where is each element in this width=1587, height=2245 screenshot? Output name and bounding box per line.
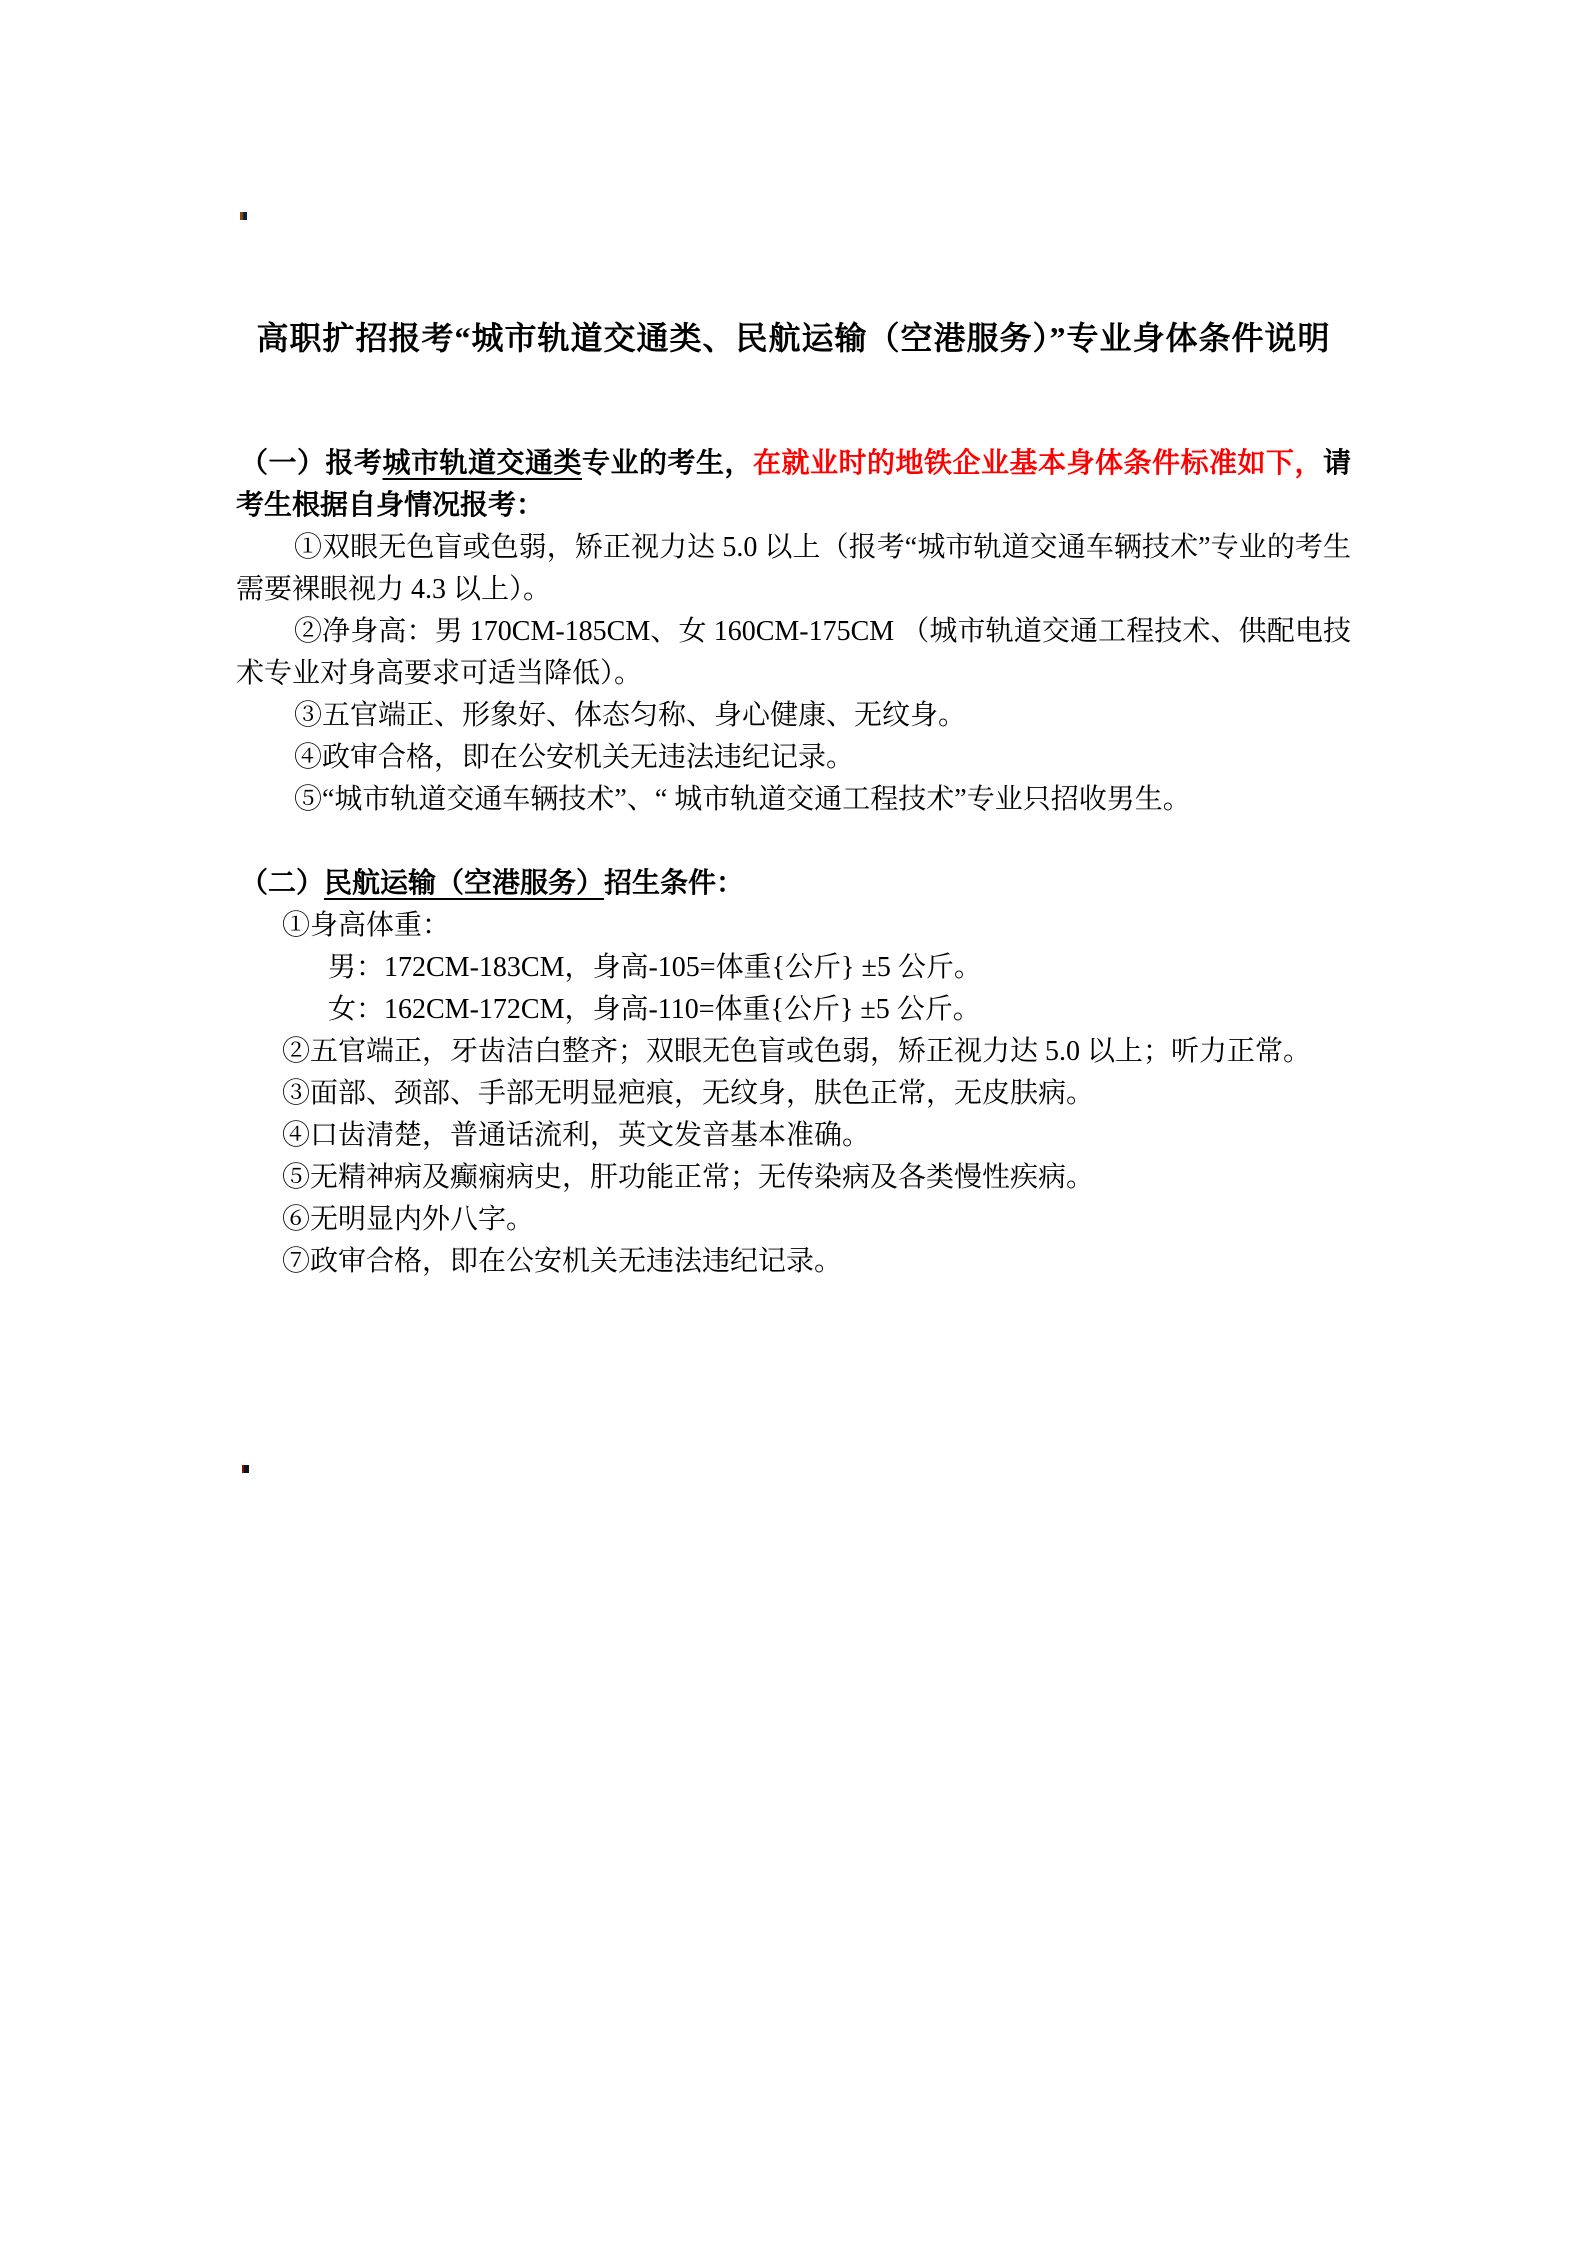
stray-mark-top <box>240 212 247 220</box>
section1-heading-middle: 专业的考生， <box>582 448 753 479</box>
section2-item: ⑥无明显内外八字。 <box>282 1204 535 1235</box>
section1-heading <box>236 443 1351 527</box>
section2-item: ④口齿清楚，普通话流利，英文发音基本准确。 <box>282 1120 871 1151</box>
section2-heading-underlined: 民航运输（空港服务） <box>324 868 605 899</box>
section2-item-female-requirement: 女：162CM-172CM，身高-110=体重{公斤} ±5 公斤。 <box>328 994 981 1025</box>
stray-mark-bottom <box>242 1465 249 1473</box>
section2-item: ⑤无精神病及癫痫病史，肝功能正常；无传染病及各类慢性疾病。 <box>282 1162 1095 1193</box>
section1-item: ②净身高：男 170CM-185CM、女 160CM-175CM （城市轨道交通工程技术、供配电技术专业对身高要求可适当降低）。 <box>236 616 1351 689</box>
section1-heading-red-emphasis: 在就业时的地铁企业基本身体条件标准如下， <box>753 448 1323 479</box>
section2-item: ①身高体重： <box>282 910 451 941</box>
section2-item: ③面部、颈部、手部无明显疤痕，无纹身，肤色正常，无皮肤病。 <box>282 1078 1095 1109</box>
document-title: 高职扩招报考“城市轨道交通类、民航运输（空港服务）”专业身体条件说明 <box>256 320 1331 356</box>
section1-heading-underlined: 城市轨道交通类 <box>382 448 582 479</box>
section1-item: ③五官端正、形象好、体态匀称、身心健康、无纹身。 <box>294 700 967 731</box>
section1-item: ⑤“城市轨道交通车辆技术”、“ 城市轨道交通工程技术”专业只招收男生。 <box>294 784 1191 815</box>
section2-item-male-requirement: 男：172CM-183CM，身高-105=体重{公斤} ±5 公斤。 <box>328 952 982 983</box>
section1-heading-suffix: 请 <box>1322 448 1351 479</box>
section2-heading <box>236 863 1351 905</box>
section1-heading-continuation: 考生根据自身情况报考： <box>236 490 545 521</box>
section2-item: ⑦政审合格，即在公安机关无违法违纪记录。 <box>282 1246 843 1277</box>
document-body <box>236 443 1351 1283</box>
section1-heading-prefix: （一）报考 <box>240 448 383 479</box>
section2-heading-suffix: 招生条件： <box>604 868 745 899</box>
section2-item: ②五官端正，牙齿洁白整齐；双眼无色盲或色弱，矫正视力达 5.0 以上；听力正常。 <box>282 1036 1312 1067</box>
section1-item: ①双眼无色盲或色弱，矫正视力达 5.0 以上（报考“城市轨道交通车辆技术”专业的考生需要裸眼视力 4.3 以上）。 <box>236 532 1351 605</box>
section1-item: ④政审合格，即在公安机关无违法违纪记录。 <box>294 742 855 773</box>
section2-heading-prefix: （二） <box>240 868 325 899</box>
